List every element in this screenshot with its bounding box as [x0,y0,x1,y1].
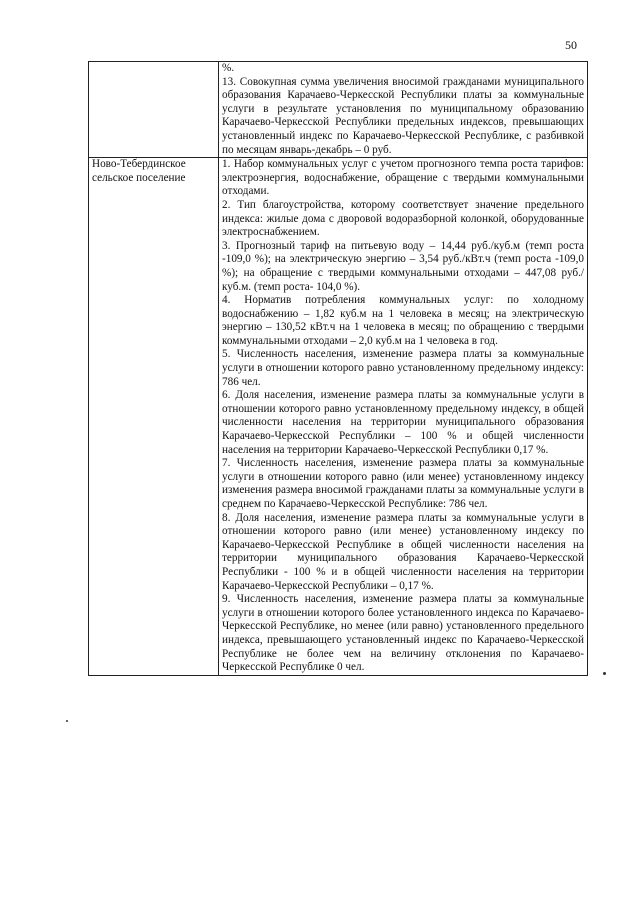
list-item: %. [222,62,235,74]
municipality-cell [89,62,219,158]
list-item: 4. Норматив потребления коммунальных услуг: по холодному водоснабжению – 1,82 куб.м на 1 человека в месяц; на электрическую энергию – 130,52 кВт.ч на 1 человека в месяц; по обращению с твердыми коммунальными отходами – 2,0 куб.м на 1 человека в год. [222,294,584,347]
list-item: 2. Тип благоустройства, которому соответствует значение предельного индекса: жилые дома с дворовой водоразборной колонкой, оборудованные электроснабжением. [222,198,584,239]
list-item: 8. Доля населения, изменение размера платы за коммунальные услуги в отношении которого равно (или менее) установленному индексу по Карачаево-Черкесской Республике в общей численности населения на территории муниципального образования Карачаево-Черкесской Республики - 100 % и в общей численности населения на территории Карачаево-Черкесской Республики – 0,17 %. [222,511,584,592]
list-item: 9. Численность населения, изменение размера платы за коммунальные услуги в отношении которого более установленного индекса по Карачаево-Черкесской Республике, но менее (или равно) установленного предельного индекса, превышающего установленный индекс по Карачаево-Черкесской Республике не более чем на величину отклонения по Карачаево-Черкесской Республике 0 чел. [222,593,584,674]
table-row [89,62,588,158]
list-item: 5. Численность населения, изменение размера платы за коммунальные услуги в отношении которого равно установленному предельному индексу: 786 чел. [222,348,584,388]
list-item: 1. Набор коммунальных услуг с учетом прогнозного темпа роста тарифов: электроэнергия, водоснабжение, обращение с твердыми коммунальными отходами. [222,158,584,198]
details-cell [219,62,588,158]
scan-speck [603,672,606,675]
municipality-cell: Ново-Тебердинское сельское поселение [89,158,219,676]
details-cell [219,158,588,676]
list-item: 3. Прогнозный тариф на питьевую воду – 14,44 руб./куб.м (темп роста -109,0 %); на электрическую энергию – 3,54 руб./кВт.ч (темп роста -109,0 %); на обращение с твердыми коммунальными отходами – 447,08 руб./куб.м. (темп роста- 104,0 %). [222,239,584,293]
list-item: 7. Численность населения, изменение размера платы за коммунальные услуги в отношении которого равно (или менее) установленному индексу изменения размера вносимой гражданами платы за коммунальные услуги в среднем по Карачаево-Черкесской Республике: 786 чел. [222,457,584,510]
page-number: 50 [565,38,577,52]
list-item: 13. Совокупная сумма увеличения вносимой гражданами муниципального образования Карачаево-Черкесской Республики платы за коммунальные услуги в результате установления по муниципальному образованию Карачаево-Черкесской Республики предельных индексов, превышающих установленный индекс по Карачаево-Черкесской Республике, с разбивкой по месяцам январь-декабрь – 0 руб. [222,75,584,156]
list-item: 6. Доля населения, изменение размера платы за коммунальные услуги в отношении которого равно установленному предельному индексу, в общей численности населения на территории муниципального образования Карачаево-Черкесской Республики – 100 % и общей численности населения на территории Карачаево-Черкесской Республики 0,17 %. [222,389,584,456]
table-row [89,158,588,676]
scan-speck [66,720,68,722]
indices-table [88,61,588,676]
